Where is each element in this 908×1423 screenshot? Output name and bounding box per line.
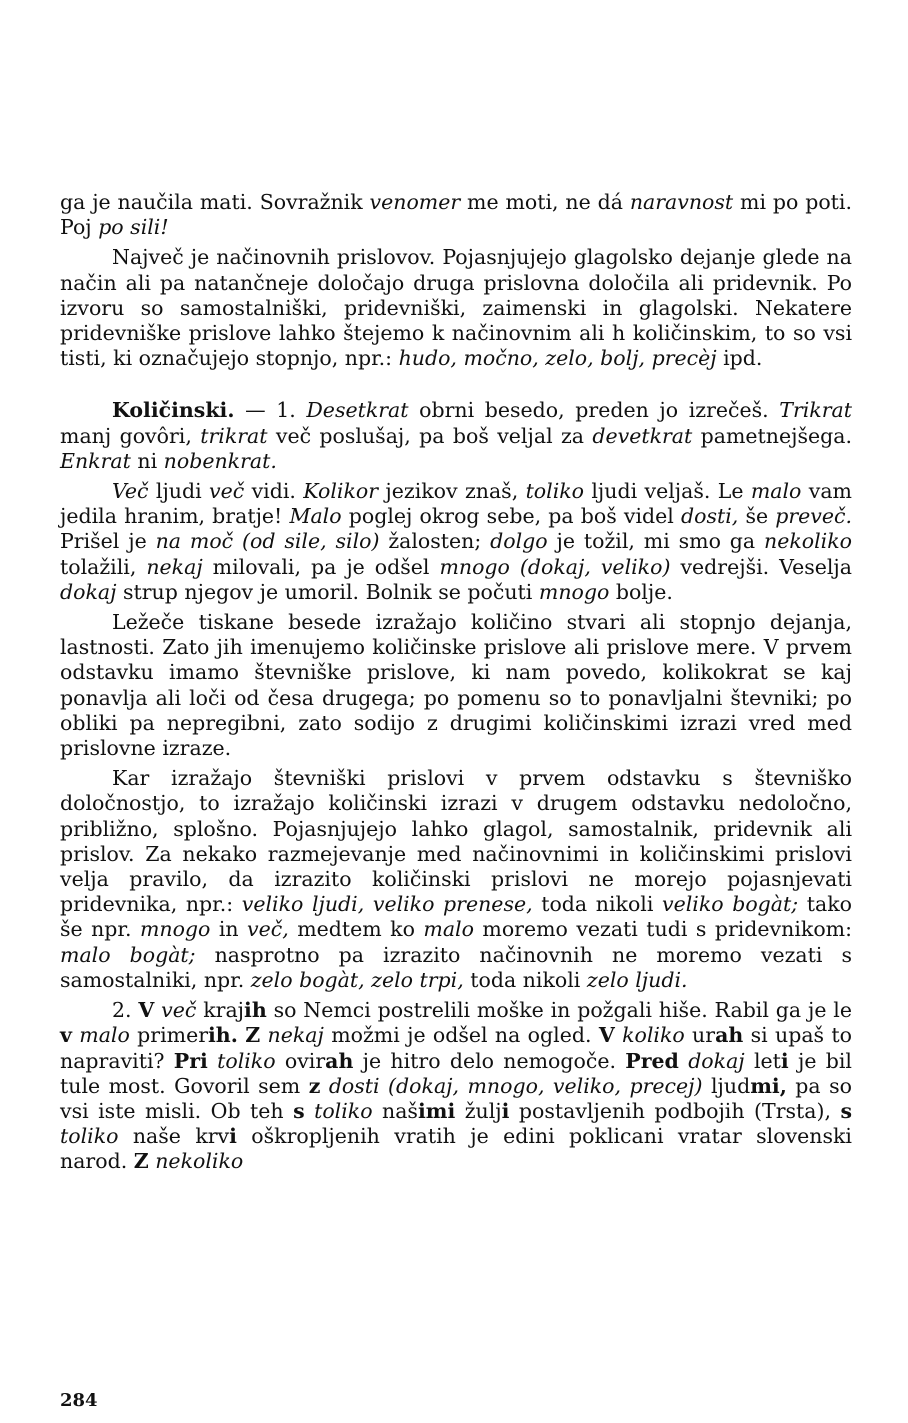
text-run: so Nemci postrelili moške in požgali hiše. Rabil ga je le	[266, 998, 852, 1023]
paragraph	[60, 766, 852, 993]
paragraph	[60, 398, 852, 474]
italic-run: na moč (od sile, silo)	[155, 529, 380, 554]
bold-run: Z	[133, 1149, 149, 1174]
italic-run: Kolikor	[303, 479, 379, 504]
text-run: žulj	[455, 1098, 502, 1123]
text-run	[305, 1099, 314, 1123]
paragraph	[60, 190, 852, 240]
bold-run: i	[229, 1124, 237, 1149]
text-run: ni	[130, 448, 164, 473]
italic-run: več	[209, 479, 245, 504]
italic-run: več	[161, 998, 197, 1023]
italic-run: malo	[750, 479, 802, 504]
text-run: — 1.	[234, 398, 307, 423]
bold-run: v	[60, 1023, 72, 1048]
bold-run: ih.	[208, 1023, 238, 1048]
text-run: Največ je načinovnih prislovov. Pojasnjujejo glagolsko dejanje glede na način ali pa natančneje določajo druga prislovna določila ali pridevnik. Po izvoru so samostalniški, pridevniški, zaimenski in glagolski. Nekatere pridevniške prislove lahko štejemo k načinovnim ali h količinskim, to so vsi tisti, ki označujejo stopnjo, npr.:	[60, 245, 852, 371]
italic-run: malo	[423, 917, 474, 942]
bold-run: z	[308, 1073, 321, 1098]
text-run: medtem ko	[288, 917, 424, 942]
text-run	[679, 1049, 688, 1073]
text-run: pametnejšega.	[692, 423, 852, 448]
italic-run: malo	[79, 1023, 130, 1048]
italic-run: dosti (dokaj, mnogo, veliko, precej)	[328, 1073, 703, 1098]
text-run: še	[738, 504, 776, 529]
bold-run: Z	[245, 1023, 261, 1048]
italic-run: hudo, močno, zelo, bolj, precèj	[398, 346, 717, 371]
italic-run: Malo	[289, 504, 342, 529]
text-run: ljudi veljaš. Le	[584, 479, 751, 504]
italic-run: zelo ljudi.	[586, 967, 688, 992]
paragraph	[60, 479, 852, 605]
italic-run: več,	[247, 917, 289, 942]
italic-run: mnogo	[139, 917, 211, 942]
text-run: me moti, ne dá	[460, 190, 630, 214]
italic-run: toliko	[525, 479, 585, 504]
italic-run: po sili!	[98, 215, 169, 240]
page-number: 284	[60, 1390, 98, 1411]
text-run: je tožil, mi smo ga	[547, 529, 765, 554]
text-run	[320, 1074, 328, 1098]
text-run: mi po poti. Poj	[60, 190, 852, 240]
text-run: toda nikoli	[532, 892, 662, 917]
italic-run: Več	[112, 479, 149, 504]
text-run: Kar izražajo števniški prislovi v prvem odstavku s števniško določnostjo, to izražajo količinski izrazi v drugem odstavku nedoločno, približno, splošno. Pojasnjujejo lahko glagol, samostalnik, pridevnik ali prislov. Za nekako razmejevanje med načinovnimi in količinskimi prislovi velja pravilo, da izrazito količinski prislovi ne morejo pojasnjevati pridevnika, npr.:	[60, 766, 852, 917]
italic-run: nobenkrat.	[163, 448, 277, 473]
italic-run: Enkrat	[60, 448, 131, 473]
italic-run: veliko ljudi, veliko prenese,	[241, 892, 533, 917]
italic-run: zelo bogàt, zelo trpi,	[250, 967, 464, 992]
italic-run: mnogo	[538, 579, 610, 604]
text-run: obrni besedo, preden jo izrečeš.	[408, 398, 780, 423]
bold-run: ih	[244, 998, 267, 1023]
text-run: ljudi	[148, 479, 210, 504]
italic-run: toliko	[314, 1098, 373, 1123]
bold-run: mi,	[750, 1073, 787, 1098]
text-run: strup njegov je umoril. Bolnik se počuti	[116, 579, 539, 604]
italic-run: dokaj	[688, 1048, 745, 1073]
bold-run: Pri	[173, 1048, 208, 1073]
text-run: moremo vezati tudi s pridevnikom:	[473, 917, 853, 942]
body-text	[60, 190, 852, 1175]
text-run: poglej okrog sebe, pa boš videl	[341, 504, 681, 529]
italic-run: veliko bogàt;	[662, 892, 799, 917]
bold-run: ah	[325, 1048, 354, 1073]
text-run: primer	[129, 1023, 209, 1048]
text-run: oškropljenih vratih je edini poklicani vratar slovenski narod.	[60, 1124, 852, 1174]
text-run: si upaš to napraviti?	[60, 1023, 852, 1073]
text-run	[208, 1049, 217, 1073]
italic-run: naravnost	[629, 190, 734, 214]
text-run: naš	[372, 1098, 418, 1123]
text-run: let	[744, 1048, 781, 1073]
italic-run: koliko	[622, 1023, 685, 1048]
text-run: ipd.	[716, 346, 763, 371]
text-run: milovali, pa je odšel	[202, 554, 440, 579]
text-run: vidi.	[244, 479, 304, 504]
italic-run: dokaj	[60, 579, 117, 604]
text-run: ur	[684, 1023, 716, 1048]
italic-run: preveč.	[775, 504, 853, 529]
text-run: je hitro delo nemogoče.	[353, 1048, 626, 1073]
italic-run: devetkrat	[592, 423, 693, 448]
italic-run: Trikrat	[779, 398, 852, 423]
text-run: možmi je odšel na ogled.	[323, 1023, 599, 1048]
text-run	[615, 1023, 622, 1047]
bold-run: i	[780, 1048, 789, 1073]
text-run: žalosten;	[379, 529, 491, 554]
text-run: tako še npr.	[60, 892, 852, 942]
italic-run: Desetkrat	[306, 398, 409, 423]
italic-run: dosti,	[681, 504, 739, 529]
bold-run: i	[501, 1098, 510, 1123]
bold-run: V	[598, 1023, 615, 1048]
text-run: vam jedila hranim, bratje!	[60, 479, 852, 529]
text-run: tolažili,	[60, 554, 147, 579]
italic-run: nekaj	[146, 554, 203, 579]
text-run: toda nikoli	[463, 967, 587, 992]
text-run: Ležeče tiskane besede izražajo količino stvari ali stopnjo dejanja, lastnosti. Zato jih imenujemo količinske prislove ali prislove mere. V prvem odstavku imamo števniške prislove, ki nam povedo, kolikokrat se kaj ponavlja ali loči od česa drugega; po pomenu so to ponavljalni števniki; po obliki pa nepregibni, zato sodijo z drugimi količinskimi izrazi vred med prislovne izraze.	[60, 610, 852, 761]
italic-run: nekoliko	[764, 529, 852, 554]
paragraph	[60, 998, 852, 1174]
text-run: ovir	[275, 1048, 326, 1073]
text-run: ga je naučila mati. Sovražnik	[60, 190, 370, 214]
text-run: pa so vsi iste misli. Ob teh	[60, 1073, 852, 1123]
italic-run: venomer	[369, 190, 461, 214]
text-run: kraj	[196, 998, 245, 1023]
italic-run: toliko	[217, 1048, 276, 1073]
italic-run: malo bogàt;	[60, 942, 196, 967]
italic-run: toliko	[60, 1124, 119, 1149]
bold-run: Pred	[625, 1048, 679, 1073]
text-run: manj govôri,	[60, 423, 201, 448]
text-run: postavljenih podbojih (Trsta),	[509, 1098, 841, 1123]
text-run: Prišel je	[60, 529, 156, 554]
text-run: bolje.	[609, 579, 673, 604]
text-run: je bil tule most. Govoril sem	[60, 1048, 852, 1098]
bold-run: imi	[417, 1098, 456, 1123]
italic-run: mnogo (dokaj, veliko)	[439, 554, 671, 579]
bold-run: V	[138, 998, 155, 1023]
text-run: jezikov znaš,	[378, 479, 526, 504]
text-run: in	[210, 917, 248, 942]
text-run	[260, 1023, 267, 1047]
text-run: več poslušaj, pa boš veljal za	[267, 423, 593, 448]
paragraph	[60, 245, 852, 371]
bold-run: s	[293, 1098, 305, 1123]
italic-run: nekaj	[267, 1023, 324, 1048]
italic-run: dolgo	[490, 529, 548, 554]
bold-run: ah	[715, 1023, 744, 1048]
paragraph	[60, 610, 852, 761]
text-run: 2.	[112, 998, 139, 1023]
italic-run: trikrat	[200, 423, 268, 448]
bold-run: Količinski.	[112, 398, 235, 423]
text-run: nasprotno pa izrazito načinovnih ne moremo vezati s samostalniki, npr.	[60, 942, 852, 992]
italic-run: nekoliko	[155, 1149, 244, 1174]
bold-run: s	[840, 1098, 852, 1123]
text-run: ljud	[702, 1073, 751, 1098]
text-run: naše krv	[118, 1124, 230, 1149]
text-run: vedrejši. Veselja	[670, 554, 852, 579]
